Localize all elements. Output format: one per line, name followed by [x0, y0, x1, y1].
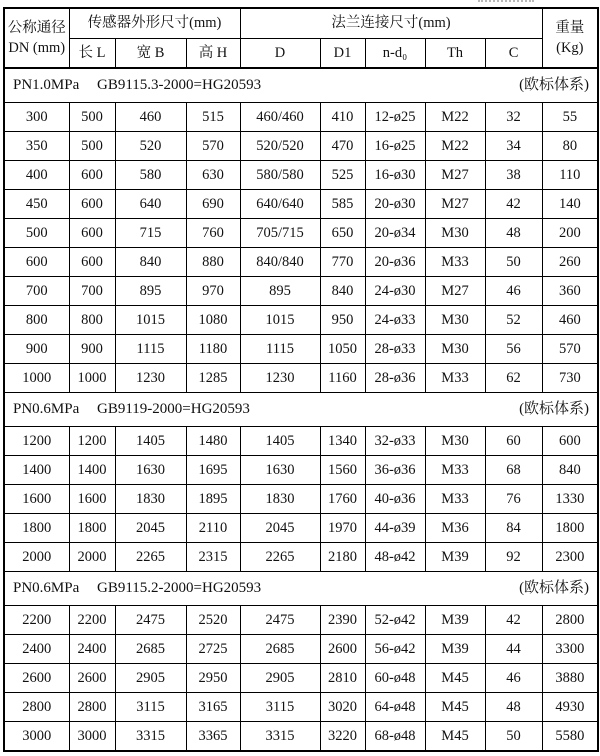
- scan-artifact-line: [478, 0, 534, 2]
- table-cell: 1080: [186, 306, 240, 335]
- table-cell: 2300: [542, 543, 598, 572]
- table-cell: 1015: [115, 306, 186, 335]
- table-cell: 470: [320, 132, 365, 161]
- table-row: [4, 693, 598, 722]
- table-cell: 1285: [186, 364, 240, 393]
- table-cell: 2400: [4, 635, 69, 664]
- col-header-weight-unit: (Kg): [556, 39, 584, 56]
- table-cell: 1695: [186, 456, 240, 485]
- table-cell: 1630: [115, 456, 186, 485]
- table-row: [4, 335, 598, 364]
- table-cell: 38: [485, 161, 542, 190]
- table-cell: 500: [4, 219, 69, 248]
- table-cell: 92: [485, 543, 542, 572]
- table-cell: 600: [69, 219, 115, 248]
- table-cell: 2390: [320, 606, 365, 635]
- table-cell: 3220: [320, 722, 365, 752]
- col-header-height: 高 H: [186, 39, 240, 69]
- table-cell: M30: [425, 306, 485, 335]
- table-cell: 3115: [240, 693, 320, 722]
- table-cell: 3000: [69, 722, 115, 752]
- section-divider-cell: [4, 572, 598, 606]
- table-cell: 46: [485, 664, 542, 693]
- table-cell: 1230: [240, 364, 320, 393]
- section-standard-code: GB9119-2000=HG20593: [97, 400, 250, 417]
- table-cell: 2600: [4, 664, 69, 693]
- table-cell: M33: [425, 456, 485, 485]
- table-row: [4, 456, 598, 485]
- table-cell: 3115: [115, 693, 186, 722]
- table-cell: M45: [425, 693, 485, 722]
- table-cell: 2800: [69, 693, 115, 722]
- table-cell: 44: [485, 635, 542, 664]
- table-cell: 32: [485, 103, 542, 132]
- table-cell: M27: [425, 161, 485, 190]
- table-row: [4, 606, 598, 635]
- table-cell: 28-ø33: [365, 335, 425, 364]
- table-cell: 1630: [240, 456, 320, 485]
- table-cell: 2000: [69, 543, 115, 572]
- table-cell: 895: [240, 277, 320, 306]
- table-cell: M39: [425, 543, 485, 572]
- table-cell: 64-ø48: [365, 693, 425, 722]
- table-cell: 3020: [320, 693, 365, 722]
- table-cell: 2315: [186, 543, 240, 572]
- table-cell: 1115: [115, 335, 186, 364]
- table-cell: 55: [542, 103, 598, 132]
- table-cell: 3315: [115, 722, 186, 752]
- table-cell: 110: [542, 161, 598, 190]
- table-row: [4, 161, 598, 190]
- table-cell: 3165: [186, 693, 240, 722]
- table-cell: 760: [186, 219, 240, 248]
- table-cell: 56: [485, 335, 542, 364]
- table-cell: 52: [485, 306, 542, 335]
- table-row: [4, 485, 598, 514]
- section-standard-note: (欧标体系): [519, 76, 590, 93]
- table-cell: 2685: [115, 635, 186, 664]
- col-header-d1: D1: [320, 39, 365, 69]
- table-cell: M22: [425, 132, 485, 161]
- table-cell: 1760: [320, 485, 365, 514]
- table-cell: 1230: [115, 364, 186, 393]
- table-cell: 705/715: [240, 219, 320, 248]
- col-header-dn-unit: DN (mm): [8, 39, 66, 56]
- table-cell: 48: [485, 693, 542, 722]
- table-cell: 20-ø30: [365, 190, 425, 219]
- table-cell: 40-ø36: [365, 485, 425, 514]
- col-header-dn-label: 公称通径: [7, 19, 66, 36]
- flange-dimension-table: [3, 7, 599, 752]
- table-cell: 1340: [320, 427, 365, 456]
- table-row: [4, 306, 598, 335]
- table-cell: 715: [115, 219, 186, 248]
- table-cell: M39: [425, 606, 485, 635]
- table-cell: 2200: [4, 606, 69, 635]
- table-row: [4, 103, 598, 132]
- table-cell: 2475: [115, 606, 186, 635]
- table-row: [4, 514, 598, 543]
- table-cell: 700: [69, 277, 115, 306]
- table-cell: 1480: [186, 427, 240, 456]
- col-header-weight: [542, 8, 598, 68]
- table-cell: 2685: [240, 635, 320, 664]
- table-cell: 50: [485, 722, 542, 752]
- table-cell: 60: [485, 427, 542, 456]
- table-cell: 580/580: [240, 161, 320, 190]
- table-cell: 1115: [240, 335, 320, 364]
- table-cell: 1830: [115, 485, 186, 514]
- table-cell: 300: [4, 103, 69, 132]
- table-cell: 800: [4, 306, 69, 335]
- table-row: [4, 427, 598, 456]
- table-row: [4, 722, 598, 752]
- table-cell: M30: [425, 335, 485, 364]
- table-cell: 350: [4, 132, 69, 161]
- table-cell: 2200: [69, 606, 115, 635]
- table-cell: 1200: [69, 427, 115, 456]
- table-cell: 1600: [4, 485, 69, 514]
- table-cell: 600: [4, 248, 69, 277]
- table-cell: 2810: [320, 664, 365, 693]
- table-cell: 1200: [4, 427, 69, 456]
- col-header-n-d0: n-d₀: [365, 39, 425, 69]
- table-cell: 260: [542, 248, 598, 277]
- table-cell: 585: [320, 190, 365, 219]
- table-cell: 700: [4, 277, 69, 306]
- table-cell: 1830: [240, 485, 320, 514]
- table-header: [4, 8, 598, 68]
- table-cell: 2475: [240, 606, 320, 635]
- section-divider-row: [4, 393, 598, 427]
- table-cell: 1800: [69, 514, 115, 543]
- table-cell: 32-ø33: [365, 427, 425, 456]
- table-cell: 500: [69, 132, 115, 161]
- table-cell: 1000: [69, 364, 115, 393]
- header-row-groups: [4, 8, 598, 39]
- table-cell: 410: [320, 103, 365, 132]
- table-cell: 895: [115, 277, 186, 306]
- table-row: [4, 277, 598, 306]
- table-cell: M45: [425, 722, 485, 752]
- table-cell: 4930: [542, 693, 598, 722]
- table-cell: 2950: [186, 664, 240, 693]
- table-cell: 2905: [115, 664, 186, 693]
- table-cell: 840: [115, 248, 186, 277]
- table-cell: 36-ø36: [365, 456, 425, 485]
- section-divider-cell: [4, 393, 598, 427]
- col-header-length: 长 L: [69, 39, 115, 69]
- table-row: [4, 664, 598, 693]
- table-cell: M33: [425, 248, 485, 277]
- table-cell: 80: [542, 132, 598, 161]
- section-standard-note: (欧标体系): [519, 579, 590, 596]
- table-cell: 12-ø25: [365, 103, 425, 132]
- section-divider-row: [4, 68, 598, 103]
- table-cell: 1800: [4, 514, 69, 543]
- table-cell: 2520: [186, 606, 240, 635]
- table-cell: 2045: [115, 514, 186, 543]
- table-cell: 1050: [320, 335, 365, 364]
- table-cell: 1180: [186, 335, 240, 364]
- table-cell: 1000: [4, 364, 69, 393]
- table-cell: 950: [320, 306, 365, 335]
- table-cell: 1330: [542, 485, 598, 514]
- section-divider-cell: [4, 68, 598, 103]
- table-cell: 640/640: [240, 190, 320, 219]
- col-header-dn: [4, 8, 69, 68]
- col-header-width: 宽 B: [115, 39, 186, 69]
- table-cell: 42: [485, 190, 542, 219]
- table-cell: 840: [542, 456, 598, 485]
- table-cell: 2045: [240, 514, 320, 543]
- table-cell: 1600: [69, 485, 115, 514]
- table-cell: 520: [115, 132, 186, 161]
- table-cell: 1560: [320, 456, 365, 485]
- table-cell: 62: [485, 364, 542, 393]
- table-row: [4, 132, 598, 161]
- header-row-subcolumns: [4, 39, 598, 69]
- table-cell: 140: [542, 190, 598, 219]
- table-cell: 970: [186, 277, 240, 306]
- table-cell: 515: [186, 103, 240, 132]
- table-cell: 200: [542, 219, 598, 248]
- col-header-th: Th: [425, 39, 485, 69]
- table-cell: 68: [485, 456, 542, 485]
- table-cell: 2265: [115, 543, 186, 572]
- table-cell: 76: [485, 485, 542, 514]
- table-cell: 3000: [4, 722, 69, 752]
- table-row: [4, 190, 598, 219]
- table-cell: 60-ø48: [365, 664, 425, 693]
- table-cell: M39: [425, 635, 485, 664]
- table-cell: M27: [425, 190, 485, 219]
- table-cell: 84: [485, 514, 542, 543]
- table-cell: 1405: [240, 427, 320, 456]
- table-cell: 3880: [542, 664, 598, 693]
- table-cell: 16-ø25: [365, 132, 425, 161]
- table-cell: 24-ø33: [365, 306, 425, 335]
- table-cell: 46: [485, 277, 542, 306]
- table-cell: M30: [425, 427, 485, 456]
- table-cell: M33: [425, 364, 485, 393]
- table-cell: 1405: [115, 427, 186, 456]
- table-cell: 630: [186, 161, 240, 190]
- table-cell: 570: [186, 132, 240, 161]
- table-cell: M45: [425, 664, 485, 693]
- table-cell: 2600: [69, 664, 115, 693]
- table-cell: 690: [186, 190, 240, 219]
- table-cell: 1400: [4, 456, 69, 485]
- table-cell: 2110: [186, 514, 240, 543]
- table-cell: 3315: [240, 722, 320, 752]
- col-header-d: D: [240, 39, 320, 69]
- table-cell: 500: [69, 103, 115, 132]
- table-cell: 56-ø42: [365, 635, 425, 664]
- table-cell: 450: [4, 190, 69, 219]
- table-cell: M33: [425, 485, 485, 514]
- table-cell: 2400: [69, 635, 115, 664]
- section-standard-code: GB9115.3-2000=HG20593: [97, 76, 262, 93]
- table-cell: 730: [542, 364, 598, 393]
- table-cell: 16-ø30: [365, 161, 425, 190]
- table-cell: 800: [69, 306, 115, 335]
- table-cell: 640: [115, 190, 186, 219]
- table-cell: M30: [425, 219, 485, 248]
- table-cell: 2800: [4, 693, 69, 722]
- col-header-weight-label: 重量: [555, 19, 585, 36]
- table-cell: 460: [542, 306, 598, 335]
- table-cell: 52-ø42: [365, 606, 425, 635]
- table-cell: 360: [542, 277, 598, 306]
- table-cell: 900: [4, 335, 69, 364]
- table-cell: 20-ø34: [365, 219, 425, 248]
- table-cell: 840: [320, 277, 365, 306]
- table-cell: 570: [542, 335, 598, 364]
- table-cell: 44-ø39: [365, 514, 425, 543]
- table-cell: 2600: [320, 635, 365, 664]
- col-header-c: C: [485, 39, 542, 69]
- table-cell: 2000: [4, 543, 69, 572]
- table-cell: 68-ø48: [365, 722, 425, 752]
- table-cell: 42: [485, 606, 542, 635]
- table-row: [4, 364, 598, 393]
- table-cell: 20-ø36: [365, 248, 425, 277]
- table-cell: 1895: [186, 485, 240, 514]
- table-row: [4, 248, 598, 277]
- table-cell: 1015: [240, 306, 320, 335]
- table-cell: 50: [485, 248, 542, 277]
- table-cell: 34: [485, 132, 542, 161]
- table-cell: 1160: [320, 364, 365, 393]
- table-cell: 460: [115, 103, 186, 132]
- table-cell: 2725: [186, 635, 240, 664]
- section-pressure-rating: PN0.6MPa: [13, 400, 80, 417]
- section-pressure-rating: PN1.0MPa: [13, 76, 80, 93]
- table-cell: 2265: [240, 543, 320, 572]
- table-cell: 48: [485, 219, 542, 248]
- table-cell: 1970: [320, 514, 365, 543]
- table-cell: 770: [320, 248, 365, 277]
- table-cell: 3365: [186, 722, 240, 752]
- table-cell: 600: [69, 161, 115, 190]
- table-cell: 650: [320, 219, 365, 248]
- section-standard-note: (欧标体系): [519, 400, 590, 417]
- table-row: [4, 635, 598, 664]
- table-row: [4, 219, 598, 248]
- section-divider-row: [4, 572, 598, 606]
- table-cell: M22: [425, 103, 485, 132]
- table-cell: 840/840: [240, 248, 320, 277]
- table-cell: 880: [186, 248, 240, 277]
- table-row: [4, 543, 598, 572]
- table-cell: 520/520: [240, 132, 320, 161]
- table-cell: 525: [320, 161, 365, 190]
- col-group-flange-dimensions: 法兰连接尺寸(mm): [240, 8, 542, 39]
- table-body: [4, 68, 598, 751]
- table-cell: 1800: [542, 514, 598, 543]
- table-cell: 28-ø36: [365, 364, 425, 393]
- table-cell: 600: [542, 427, 598, 456]
- section-standard-code: GB9115.2-2000=HG20593: [97, 579, 262, 596]
- table-cell: 5580: [542, 722, 598, 752]
- table-cell: 900: [69, 335, 115, 364]
- table-cell: 460/460: [240, 103, 320, 132]
- col-group-sensor-dimensions: 传感器外形尺寸(mm): [69, 8, 240, 39]
- table-cell: 3300: [542, 635, 598, 664]
- table-cell: M27: [425, 277, 485, 306]
- table-cell: 24-ø30: [365, 277, 425, 306]
- section-pressure-rating: PN0.6MPa: [13, 579, 80, 596]
- table-cell: 400: [4, 161, 69, 190]
- table-cell: 2800: [542, 606, 598, 635]
- table-cell: M36: [425, 514, 485, 543]
- table-cell: 600: [69, 190, 115, 219]
- table-cell: 600: [69, 248, 115, 277]
- table-cell: 1400: [69, 456, 115, 485]
- table-cell: 2180: [320, 543, 365, 572]
- table-cell: 2905: [240, 664, 320, 693]
- table-cell: 48-ø42: [365, 543, 425, 572]
- table-cell: 580: [115, 161, 186, 190]
